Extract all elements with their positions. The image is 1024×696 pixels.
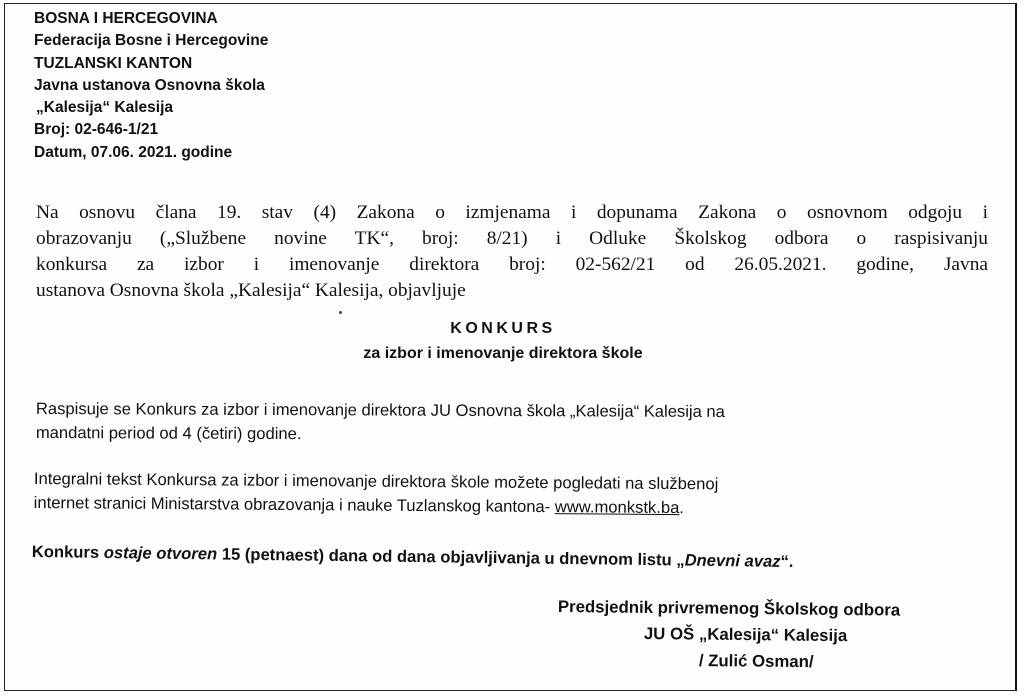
intro-paragraph: [36, 200, 988, 304]
paragraph-punctuation: .: [679, 498, 685, 518]
announcement-paragraph: [36, 397, 725, 448]
notice-subtitle: za izbor i imenovanje direktora škole: [363, 345, 643, 362]
intro-line: ustanova Osnovna škola „Kalesija“ Kalesija, objavljuje: [36, 280, 466, 301]
intro-line: konkursa za izbor i imenovanje direktora broj: 02-562/21 od 26.05.2021. godine, Javna: [36, 254, 988, 275]
intro-line: Na osnovu člana 19. stav (4) Zakona o izmjenama i dopunama Zakona o osnovnom odgoju i: [36, 202, 988, 223]
newspaper-name: Dnevni avaz: [684, 550, 781, 571]
print-speck: [339, 311, 342, 314]
header-institution: Javna ustanova Osnovna škola: [34, 76, 265, 94]
header-country: BOSNA I HERCEGOVINA: [34, 10, 218, 27]
document-header: [34, 8, 268, 164]
paragraph-line: Integralni tekst Konkursa za izbor i imenovanje direktora škole možete pogledati na službenoj: [33, 468, 719, 494]
signature-institution: JU OŠ „Kalesija“ Kalesija: [643, 624, 848, 646]
signature-title: Predsjednik privremenog Školskog odbora: [557, 597, 901, 620]
header-date: Datum, 07.06. 2021. godine: [34, 143, 233, 161]
deadline-text: 15 (petnaest) dana od dana objavljivanja u dnevnom listu „: [217, 544, 685, 570]
signature-name: / Zulić Osman/: [698, 651, 814, 672]
header-federation: Federacija Bosne i Hercegovine: [34, 32, 269, 50]
paragraph-line: mandatni period od 4 (četiri) godine.: [35, 422, 302, 444]
deadline-text-italic: ostaje otvoren: [103, 542, 218, 564]
deadline-text: Konkurs: [31, 541, 104, 562]
notice-title: KONKURS: [450, 320, 556, 337]
header-reference-number: Broj: 02-646-1/21: [34, 121, 159, 139]
ministry-website-link[interactable]: www.monkstk.ba: [554, 497, 680, 518]
paragraph-line: Raspisuje se Konkurs za izbor i imenovanje direktora JU Osnovna škola „Kalesija“ Kalesija na: [35, 398, 725, 422]
intro-line: obrazovanju („Službene novine TK“, broj: 8/21) i Odluke Školskog odbora o raspisivanju: [36, 228, 988, 249]
header-canton: TUZLANSKI KANTON: [34, 54, 193, 72]
header-school-name: „Kalesija“ Kalesija: [36, 99, 173, 117]
paragraph-text: internet stranici Ministarstva obrazovanja i nauke Tuzlanskog kantona-: [33, 492, 555, 517]
website-paragraph: [34, 467, 719, 520]
deadline-punctuation: “.: [780, 551, 794, 571]
